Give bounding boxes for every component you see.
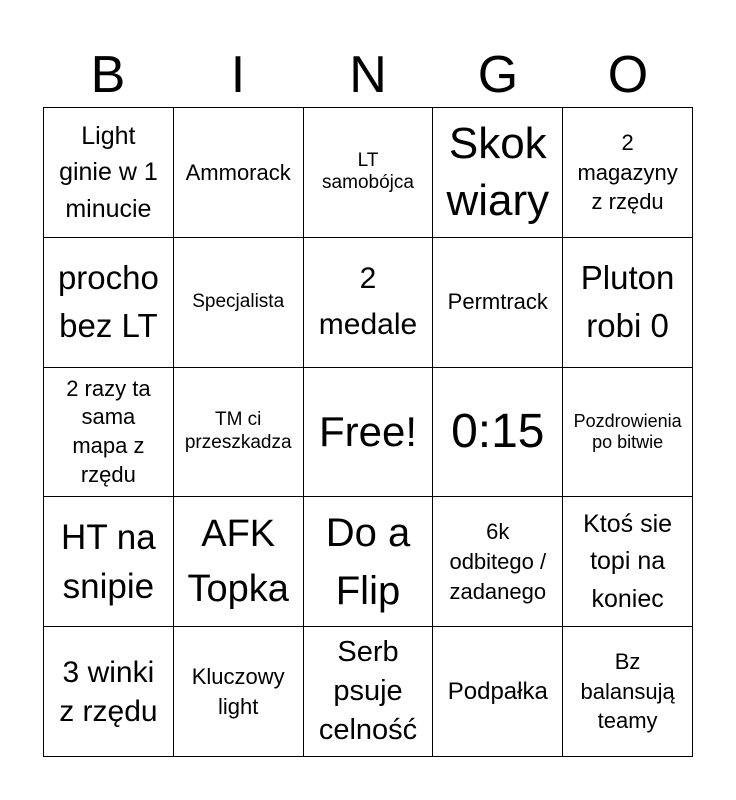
bingo-cell[interactable] xyxy=(44,627,174,757)
bingo-cell[interactable] xyxy=(44,497,174,627)
bingo-cell[interactable] xyxy=(174,108,304,238)
bingo-cell[interactable] xyxy=(563,238,693,368)
bingo-cell[interactable] xyxy=(304,627,434,757)
bingo-cell[interactable] xyxy=(174,238,304,368)
bingo-cell[interactable] xyxy=(304,238,434,368)
cell-text: Serb psuje celność xyxy=(318,635,418,747)
bingo-cell[interactable] xyxy=(174,368,304,498)
cell-text: AFK Topka xyxy=(187,512,289,610)
bingo-cell[interactable] xyxy=(433,627,563,757)
cell-text: 2 medale xyxy=(318,261,418,342)
bingo-header xyxy=(43,42,693,108)
bingo-cell[interactable] xyxy=(304,108,434,238)
cell-text: Light ginie w 1 minucie xyxy=(59,122,158,223)
cell-text: Pluton robi 0 xyxy=(580,259,675,345)
cell-text: Ktoś sie topi na koniec xyxy=(583,509,673,613)
cell-text: Permtrack xyxy=(447,289,548,315)
bingo-cell[interactable] xyxy=(304,368,434,498)
bingo-cell[interactable] xyxy=(44,238,174,368)
bingo-cell[interactable] xyxy=(433,108,563,238)
bingo-board xyxy=(43,107,693,757)
header-letter-o: O xyxy=(607,46,649,104)
cell-text: Specjalista xyxy=(192,290,285,312)
bingo-cell[interactable] xyxy=(44,368,174,498)
bingo-cell[interactable] xyxy=(433,497,563,627)
cell-text: 2 razy ta sama mapa z rzędu xyxy=(66,375,151,487)
header-letter-g: G xyxy=(477,46,519,104)
bingo-cell[interactable] xyxy=(44,108,174,238)
cell-text: procho bez LT xyxy=(57,259,159,345)
cell-text: HT na snipie xyxy=(61,517,156,606)
cell-text: Skok wiary xyxy=(446,119,550,226)
cell-text: Ammorack xyxy=(185,159,291,185)
header-letter-i: I xyxy=(230,46,246,104)
bingo-cell[interactable] xyxy=(304,497,434,627)
cell-text: TM ci przeszkadza xyxy=(184,409,292,453)
cell-text: Do a Flip xyxy=(325,510,411,613)
bingo-cell[interactable] xyxy=(563,108,693,238)
bingo-cell[interactable] xyxy=(433,368,563,498)
bingo-cell[interactable] xyxy=(174,497,304,627)
cell-text: 3 winki z rzędu xyxy=(59,655,158,728)
bingo-cell[interactable] xyxy=(563,627,693,757)
bingo-cell[interactable] xyxy=(433,238,563,368)
bingo-cell[interactable] xyxy=(563,497,693,627)
cell-text: 6k odbitego / zadanego xyxy=(449,519,547,604)
cell-text: Podpałka xyxy=(447,678,548,705)
cell-text: Free! xyxy=(318,407,417,455)
cell-text: LT samobójca xyxy=(322,149,414,194)
cell-text: 0:15 xyxy=(451,405,545,459)
header-letter-b: B xyxy=(90,46,126,104)
cell-text: Pozdrowienia po bitwie xyxy=(573,410,682,452)
cell-text: Kluczowy light xyxy=(191,663,285,719)
cell-text: 2 magazyny z rzędu xyxy=(577,129,678,215)
cell-text: Bz balansują teamy xyxy=(580,649,675,734)
header-letter-n: N xyxy=(349,46,387,104)
bingo-cell[interactable] xyxy=(174,627,304,757)
bingo-cell[interactable] xyxy=(563,368,693,498)
